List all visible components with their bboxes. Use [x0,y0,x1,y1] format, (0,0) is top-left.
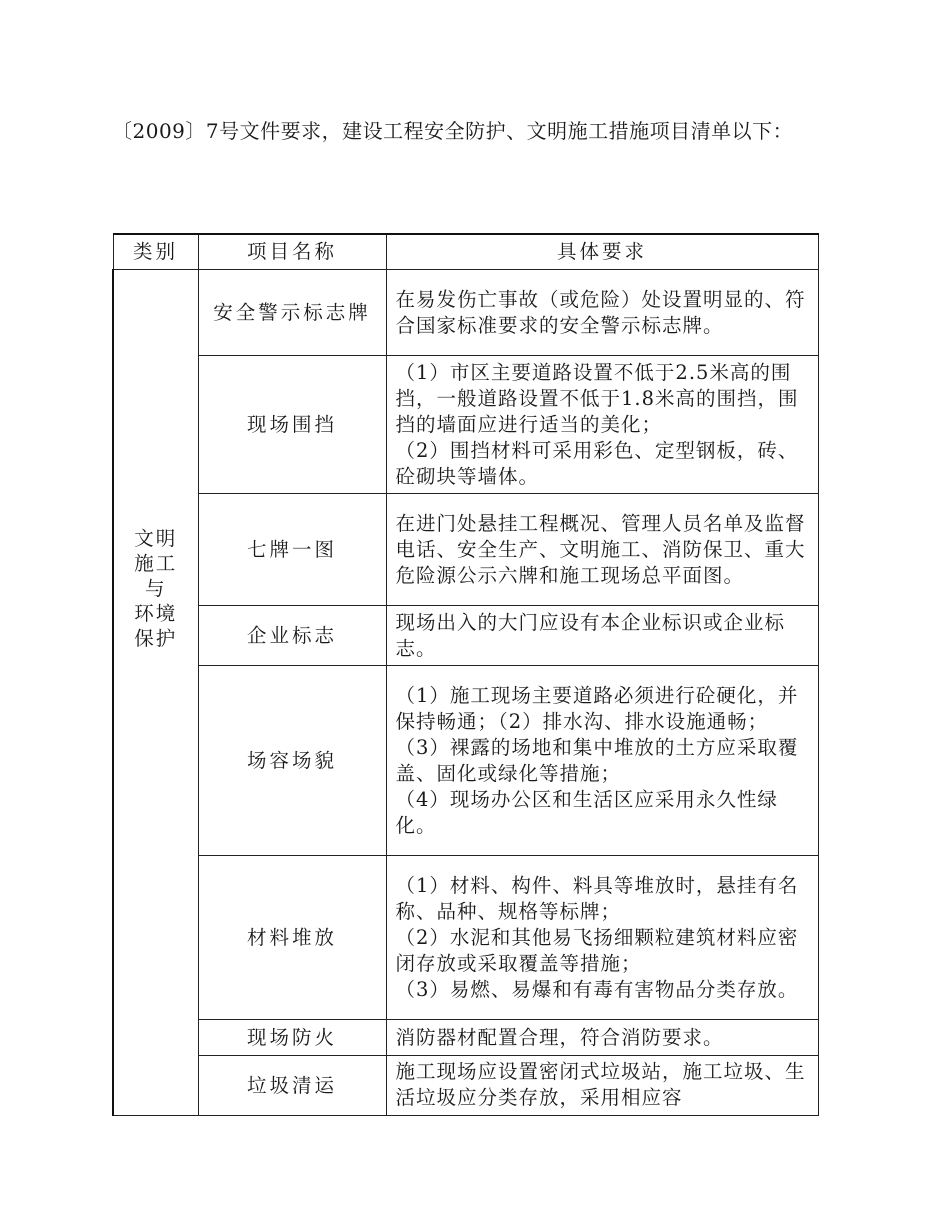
requirement-line: 消防器材配置合理，符合消防要求。 [395,1025,724,1049]
measures-table [112,233,819,1116]
requirement-line: 在易发伤亡事故（或危险）处设置明显的、符合国家标准要求的安全警示标志牌。 [395,287,806,337]
item-name-cell: 企业标志 [198,606,386,666]
category-line: 与 [144,577,167,600]
table-row [113,666,818,856]
header-requirements: 具体要求 [386,234,818,270]
requirement-cell [386,494,818,606]
item-name-cell: 场容场貌 [198,666,386,856]
requirement-line: （2）水泥和其他易飞扬细颗粒建筑材料应密闭存放或采取覆盖等措施； [395,925,799,975]
requirement-line: （3）裸露的场地和集中堆放的土方应采取覆盖、固化或绿化等措施； [395,735,799,785]
intro-paragraph: 〔2009〕7号文件要求，建设工程安全防护、文明施工措施项目清单以下： [112,119,794,143]
requirement-line: （1）材料、构件、料具等堆放时，悬挂有名称、品种、规格等标牌； [395,873,799,923]
table-row [113,606,818,666]
table-header-row [113,234,818,270]
header-category: 类别 [113,234,198,270]
category-line: 保护 [134,627,178,650]
requirement-line: （1）施工现场主要道路必须进行砼硬化，并保持畅通；（2）排水沟、排水设施通畅； [395,683,799,733]
requirement-line: （3）易燃、易爆和有毒有害物品分类存放。 [395,977,799,1001]
category-line: 施工 [134,552,178,575]
requirement-line: 施工现场应设置密闭式垃圾站，施工垃圾、生活垃圾应分类存放，采用相应容 [395,1060,806,1109]
item-name-cell: 现场防火 [198,1020,386,1056]
requirement-cell [386,1020,818,1056]
requirement-line: （4）现场办公区和生活区应采用永久性绿化。 [395,787,778,837]
category-line: 环境 [134,602,178,625]
table-row [113,270,818,356]
requirement-line: 现场出入的大门应设有本企业标识或企业标志。 [395,610,786,660]
requirement-line: 在进门处悬挂工程概况、管理人员名单及监督电话、安全生产、文明施工、消防保卫、重大危险源公示六牌和施工现场总平面图。 [395,511,806,587]
requirement-cell [386,1056,818,1116]
header-item-name: 项目名称 [198,234,386,270]
requirement-cell [386,356,818,494]
table-row [113,356,818,494]
requirement-line: （1）市区主要道路设置不低于2.5米高的围挡，一般道路设置不低于1.8米高的围挡，围挡的墙面应进行适当的美化； [395,360,799,436]
table-row [113,1020,818,1056]
item-name-cell: 垃圾清运 [198,1056,386,1116]
item-name-cell: 七牌一图 [198,494,386,606]
requirement-cell [386,606,818,666]
category-cell [113,270,198,1116]
table-row [113,856,818,1020]
item-name-cell: 安全警示标志牌 [198,270,386,356]
requirement-cell [386,270,818,356]
category-line: 文明 [134,527,178,550]
item-name-cell: 材料堆放 [198,856,386,1020]
item-name-cell: 现场围挡 [198,356,386,494]
requirement-line: （2）围挡材料可采用彩色、定型钢板，砖、砼砌块等墙体。 [395,438,799,488]
table-row [113,1056,818,1116]
table-row [113,494,818,606]
requirement-cell [386,666,818,856]
requirement-cell [386,856,818,1020]
